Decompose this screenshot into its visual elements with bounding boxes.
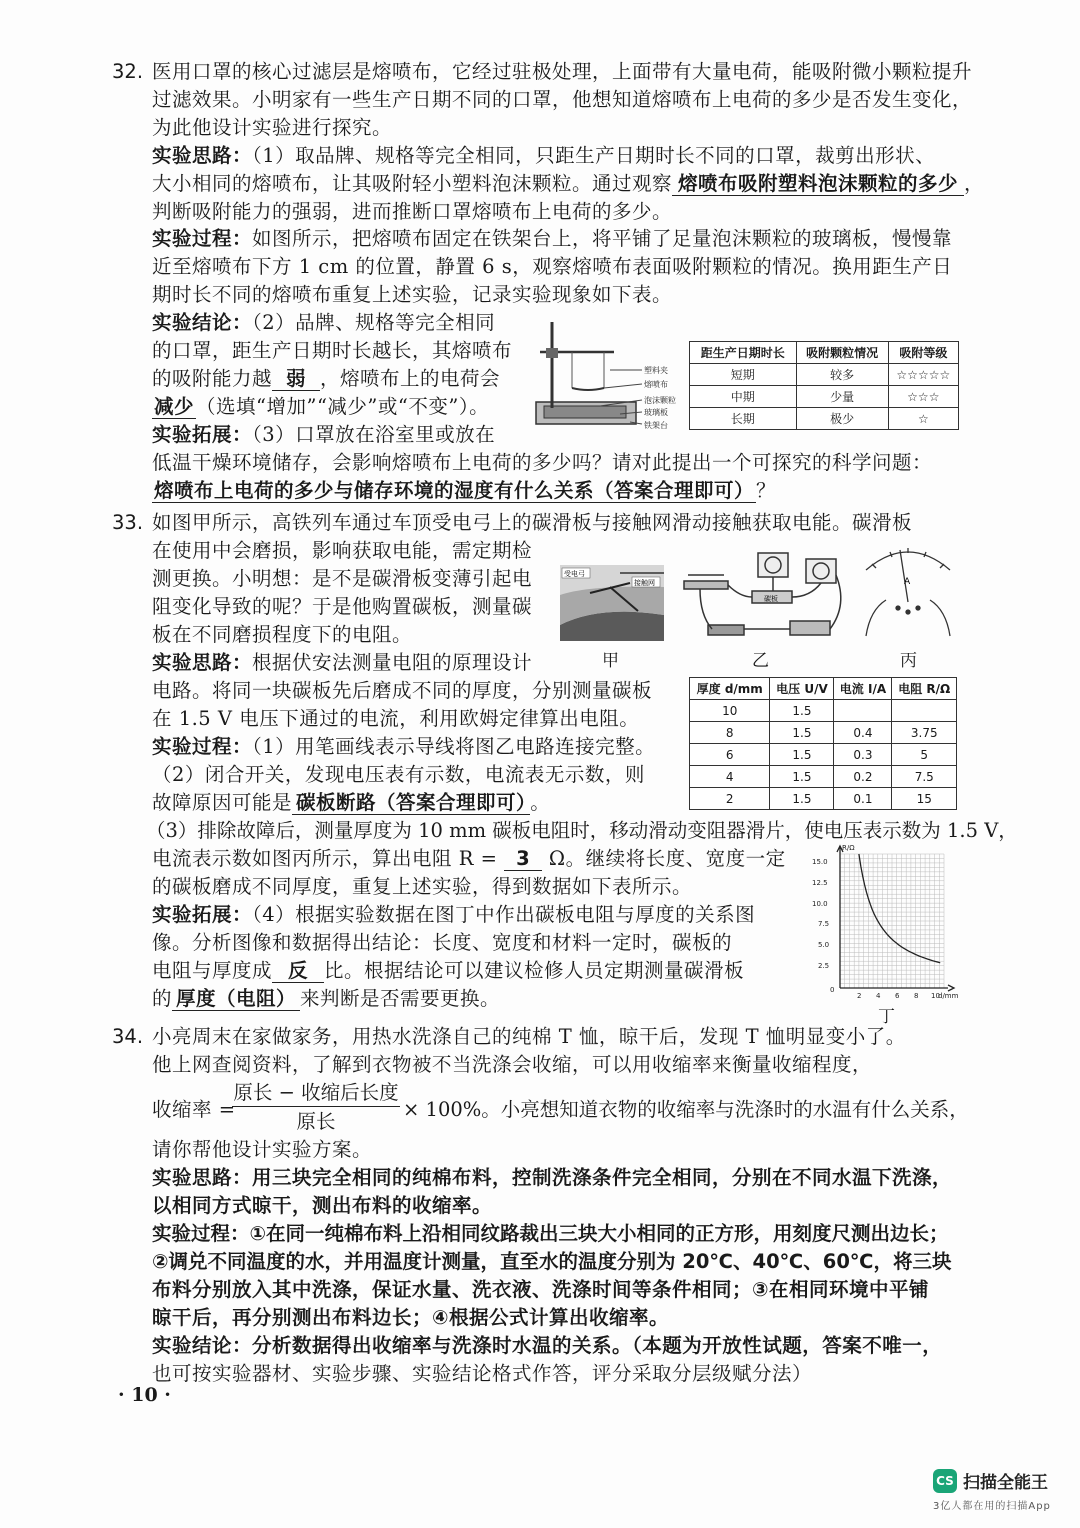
table-cell: 0.3 [834,744,892,766]
figure-caption: 甲 [602,651,619,671]
resistance-thickness-graph [808,840,958,1010]
table-row [690,364,959,386]
text-line [152,1332,942,1359]
fig-label: 泡沫颗粒 [644,396,676,405]
text: 的吸附能力越 [152,367,273,390]
table-cell: 6 [690,744,770,766]
section-label: 实验拓展： [152,423,253,446]
photo-label: 接触网 [634,579,655,587]
page-number: · 10 · [118,1384,171,1406]
tick-label: 6 [895,992,900,1000]
watermark-title: 扫描全能王 [963,1473,1048,1493]
table-cell: 15 [892,788,957,810]
text: 分析数据得出收缩率与洗涤时水温的关系。（本题为开放性试题，答案不唯一， [252,1334,943,1357]
text-line: 收缩率 = [152,1098,236,1121]
table-row [690,744,957,766]
text-line: 布料分别放入其中洗涤，保证水量、洗衣液、洗涤时间等条件相同；③在相同环境中平铺 [152,1278,930,1301]
section-label: 实验思路： [152,651,253,674]
circuit-label: 碳板 [764,595,778,603]
text-line: 近至熔喷布下方 1 cm 的位置，静置 6 s，观察熔喷布表面吸附颗粒的情况。换用距生产日 [152,255,953,278]
svg-text:A: A [904,577,911,587]
text-line: 过滤效果。小明家有一些生产日期不同的口罩，他想知道熔喷布上电荷的多少是否发生变化， [152,88,973,111]
table-header: 吸附颗粒情况 [796,342,888,364]
text-line: 医用口罩的核心过滤层是熔喷布，它经过驻极处理，上面带有大量电荷，能吸附微小颗粒提升 [152,60,973,83]
text: （选填“增加”“减少”或“不变”）。 [196,395,490,418]
table-cell: 1.5 [770,700,834,722]
table-cell [892,700,957,722]
text-line [152,649,532,676]
text-line: 的口罩，距生产日期时长越长，其熔喷布 [152,339,513,362]
table-header: 电流 I/A [834,678,892,700]
answer: 减少 [154,395,195,418]
text-line: 在 1.5 V 电压下通过的电流，利用欧姆定律算出电阻。 [152,707,640,730]
section-label: 实验拓展： [152,903,253,926]
tick-label: 15.0 [812,858,828,866]
text-line: 低温干燥环境储存，会影响熔喷布上电荷的多少吗？请对此提出一个可探究的科学问题： [152,451,933,474]
text: ， [964,172,985,195]
text-line: （3）排除故障后，测量厚度为 10 mm 碳板电阻时，移动滑动变阻器滑片，使电压表示数为 1.5 V， [146,819,1018,842]
iron-stand-figure [530,318,680,436]
fig-label: 玻璃板 [644,408,668,417]
table-row [690,766,957,788]
table-header: 电压 U/V [770,678,834,700]
text-line: × 100%。小亮想知道衣物的收缩率与洗涤时的水温有什么关系， [403,1098,969,1121]
text: 根据伏安法测量电阻的原理设计 [252,651,533,674]
table-cell: 10 [690,700,770,722]
text-line [152,957,744,984]
tick-label: 4 [876,992,881,1000]
answer: 弱 [272,367,320,391]
text-line: 判断吸附能力的强弱，进而推断口罩熔喷布上电荷的多少。 [152,200,673,223]
table-cell [834,700,892,722]
text-line [152,170,984,197]
table-cell: 较多 [796,364,888,386]
circuit-figure [680,545,852,645]
text-line: 请你帮他设计实验方案。 [152,1138,373,1161]
table-cell: ☆☆☆☆☆ [888,364,958,386]
text: （1）用笔画线表示导线将图乙电路连接完整。 [252,735,656,758]
table-cell: 0.1 [834,788,892,810]
table-cell: 1.5 [770,722,834,744]
table-cell: 7.5 [892,766,957,788]
text-line: 为此他设计实验进行探究。 [152,116,393,139]
pantograph-photo [560,565,664,641]
text: 用三块完全相同的纯棉布料，控制洗涤条件完全相同，分别在不同水温下洗涤， [252,1166,953,1189]
axis-label: R/Ω [842,844,855,852]
fraction-bar [232,1106,400,1107]
fig-label: 铁架台 [644,421,668,430]
text-line [152,985,500,1012]
scanner-app-icon: CS [933,1469,957,1493]
tick-label: 7.5 [818,920,830,928]
answer: 反 [272,959,324,983]
table-cell: 中期 [690,386,797,408]
section-label: 实验结论： [152,1334,253,1357]
section-label: 实验过程： [152,1222,250,1245]
text: （2）品牌、规格等完全相同 [252,311,496,334]
table-cell: 0.2 [834,766,892,788]
text-line: 测更换。小明想：是不是碳滑板变薄引起电 [152,567,533,590]
text: 电流表示数如图丙所示，算出电阻 R = [152,847,498,870]
table-header: 距生产日期时长 [690,342,797,364]
text: 电阻与厚度成 [152,959,273,982]
table-row [690,788,957,810]
fraction [232,1080,400,1134]
table-cell: ☆☆☆ [888,386,958,408]
table-cell: 3.75 [892,722,957,744]
text-line [152,365,500,392]
text: 比。根据结论可以建议检修人员定期测量碳滑板 [324,959,745,982]
scanner-watermark [933,1468,1048,1493]
watermark-subtitle: 3亿人都在用的扫描App [933,1501,1051,1512]
text-line: 在使用中会磨损，影响获取电能，需定期检 [152,539,533,562]
answer: 厚度（电阻） [172,987,300,1011]
adsorption-table [689,341,959,430]
table-row [690,386,959,408]
text-line: 他上网查阅资料，了解到衣物被不当洗涤会收缩，可以用收缩率来衡量收缩程度， [152,1053,873,1076]
tick-label: 5.0 [818,941,830,949]
text-line: 板在不同磨损程度下的电阻。 [152,623,413,646]
section-label: 实验过程： [152,227,253,250]
resistance-table [689,677,957,810]
text: ？ [756,479,777,502]
text: 。 [530,791,551,814]
question-number: 33. [112,511,144,534]
text-line: （2）闭合开关，发现电压表有示数，电流表无示数，则 [152,763,645,786]
text-line [152,421,495,448]
curve [859,854,940,963]
text-line [152,225,952,252]
text-line: 电路。将同一块碳板先后磨成不同的厚度，分别测量碳板 [152,679,653,702]
section-label: 实验结论： [152,311,253,334]
question-number: 32. [112,60,144,83]
text: Ω。继续将长度、宽度一定 [548,847,786,870]
tick-label: 0 [830,986,835,994]
table-cell: 5 [892,744,957,766]
text-line [152,901,755,928]
tick-label: 2 [857,992,862,1000]
text-line [152,733,655,760]
tick-label: 8 [914,992,919,1000]
figure-caption: 丙 [900,651,917,671]
text: （3）口罩放在浴室里或放在 [252,423,496,446]
fraction-denominator: 原长 [296,1110,336,1133]
section-label: 实验思路： [152,1166,253,1189]
tick-label: 10.0 [812,900,828,908]
text-line: 晾干后，再分别测出布料边长；④根据公式计算出收缩率。 [152,1306,670,1329]
text-line: 像。分析图像和数据得出结论：长度、宽度和材料一定时，碳板的 [152,931,733,954]
text: ，熔喷布上的电荷会 [320,367,501,390]
text: 如图所示，把熔喷布固定在铁架台上，将平铺了足量泡沫颗粒的玻璃板，慢慢靠 [252,227,953,250]
text: （1）取品牌、规格等完全相同，只距生产日期时长不同的口罩，裁剪出形状、 [252,144,936,167]
table-cell: 1.5 [770,788,834,810]
tick-label: 10 [931,992,940,1000]
table-cell: 1.5 [770,744,834,766]
text-line: 阻变化导致的呢？于是他购置碳板，测量碳 [152,595,533,618]
table-cell: 少量 [796,386,888,408]
table-cell: 极少 [796,408,888,430]
table-header: 电阻 R/Ω [892,678,957,700]
text-line [152,1164,952,1191]
text-line [152,1220,949,1247]
table-cell: ☆ [888,408,958,430]
figure-caption: 乙 [752,651,769,671]
text: 大小相同的熔喷布，让其吸附轻小塑料泡沫颗粒。通过观察 [152,172,673,195]
table-row [690,408,959,430]
text-line: 小亮周末在家做家务，用热水洗涤自己的纯棉 T 恤，晾干后，发现 T 恤明显变小了。 [152,1025,906,1048]
text-line [152,309,495,336]
figure-caption: 丁 [878,1007,895,1027]
text-line: 也可按实验器材、实验步骤、实验结论格式作答，评分采取分层级赋分法） [152,1362,813,1385]
text-line: 期时长不同的熔喷布重复上述实验，记录实验现象如下表。 [152,283,673,306]
text: 故障原因可能是 [152,791,293,814]
table-header: 吸附等级 [888,342,958,364]
table-cell: 8 [690,722,770,744]
tick-label: 12.5 [812,879,828,887]
table-header: 厚度 d/mm [690,678,770,700]
photo-label: 受电弓 [564,570,585,578]
text-line [152,789,550,816]
section-label: 实验过程： [152,735,253,758]
table-row [690,700,957,722]
ammeter-dial [860,540,956,644]
section-label: 实验思路： [152,144,253,167]
fig-label: 熔喷布 [644,380,668,389]
table-cell: 0.4 [834,722,892,744]
table-cell: 4 [690,766,770,788]
table-row [690,722,957,744]
answer: 熔喷布吸附塑料泡沫颗粒的多少 [672,172,964,196]
table-cell: 1.5 [770,766,834,788]
tick-label: 2.5 [818,962,830,970]
text-line: 的碳板磨成不同厚度，重复上述实验，得到数据如下表所示。 [152,875,693,898]
text-line [152,393,489,420]
text-line [152,142,935,169]
table-cell: 长期 [690,408,797,430]
fig-label: 塑料夹 [644,366,668,375]
answer: 碳板断路（答案合理即可） [292,791,530,815]
text: 的 [152,987,173,1010]
table-cell: 短期 [690,364,797,386]
fraction-numerator: 原长 − 收缩后长度 [233,1081,399,1104]
answer: 3 [504,847,542,871]
text-line: 以相同方式晾干，测出布料的收缩率。 [152,1194,493,1217]
text: （4）根据实验数据在图丁中作出碳板电阻与厚度的关系图 [252,903,756,926]
question-number: 34. [112,1025,144,1048]
text: ①在同一纯棉布料上沿相同纹路裁出三块大小相同的正方形，用刻度尺测出边长； [249,1222,949,1245]
text: 来判断是否需要更换。 [300,987,501,1010]
text-line [152,477,776,504]
text-line: ②调兑不同温度的水，并用温度计测量，直至水的温度分别为 20℃、40℃、60℃，将三块 [152,1250,952,1273]
axis-label: d/mm [938,992,958,1000]
table-cell: 2 [690,788,770,810]
answer: 熔喷布上电荷的多少与储存环境的湿度有什么关系（答案合理即可） [154,479,755,502]
text-line: 如图甲所示，高铁列车通过车顶受电弓上的碳滑板与接触网滑动接触获取电能。碳滑板 [152,511,913,534]
text-line [152,845,786,872]
